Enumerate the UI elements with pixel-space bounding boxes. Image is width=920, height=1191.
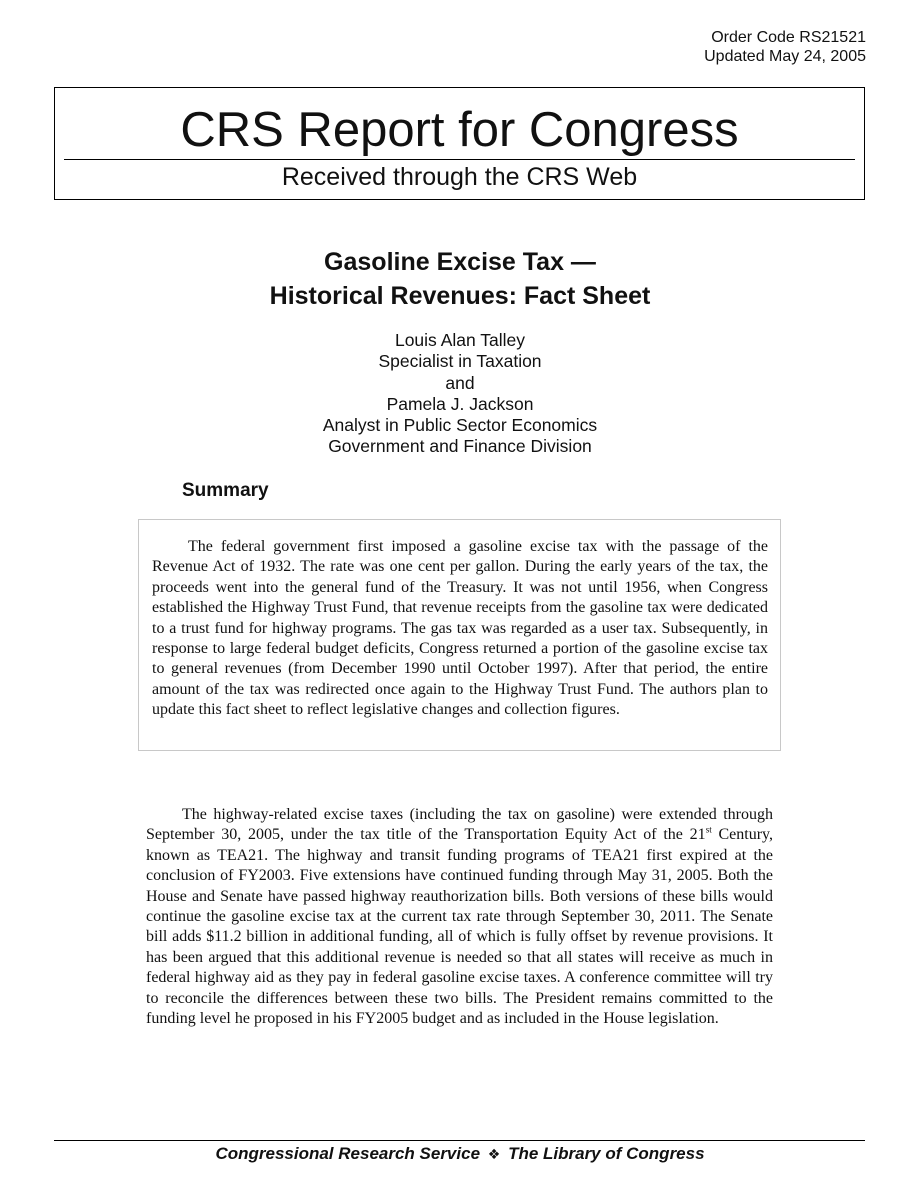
updated-date: Updated May 24, 2005 [704,48,866,65]
report-series-subtitle: Received through the CRS Web [281,163,638,191]
author-role: Specialist in Taxation [378,351,542,372]
author-role: Analyst in Public Sector Economics [322,415,598,436]
masthead-box [54,87,865,200]
division-name: Government and Finance Division [328,436,592,457]
author-name: Pamela J. Jackson [386,393,534,414]
footer-library: The Library of Congress [508,1144,705,1163]
order-code: Order Code RS21521 [711,29,866,46]
summary-heading: Summary [182,480,269,501]
ordinal-suffix: st [705,825,712,836]
footer-divider [54,1140,865,1141]
body-text-part-1: The highway-related excise taxes (including the tax on gasoline) were extended through September 30, 2005, under the tax title of the Transportation Equity Act of the 21 [146,806,773,844]
order-info [704,28,866,66]
document-title-line-2: Historical Revenues: Fact Sheet [269,282,651,310]
body-text-part-2: Century, known as TEA21. The highway and transit funding programs of TEA21 first expired at the conclusion of FY2003. Five extensions have continued funding through May 31, 2005. Both the House and Senate have passed highway reauthorization bills. Both versions of these bills would continue the gasoline excise tax at the current tax rate through September 30, 2011. The Senate bill adds $11.2 billion in additional funding, all of which is fully offset by revenue provisions. It has been argued that this additional revenue is needed so that all states will receive as much in federal highway aid as they pay in federal gasoline excise taxes. A conference committee will try to reconcile the differences between these two bills. The President remains committed to the funding level he proposed in his FY2005 budget and as included in the House legislation. [146,826,773,1028]
author-name: Louis Alan Talley [394,330,526,350]
report-series-title: CRS Report for Congress [180,103,739,157]
footer [0,1144,920,1164]
summary-paragraph: The federal government first imposed a gasoline excise tax with the passage of the Revenue Act of 1932. The rate was one cent per gallon. During the early years of the tax, the proceeds went into the general fund of the Treasury. It was not until 1956, when Congress established the Highway Trust Fund, that revenue receipts from the gasoline tax were dedicated to a trust fund for highway programs. The gas tax was regarded as a user tax. Subsequently, in response to large federal budget deficits, Congress returned a portion of the gasoline excise tax to general revenues (from December 1990 until October 1997). After that period, the entire amount of the tax was redirected once again to the Highway Trust Fund. The authors plan to update this fact sheet to reflect legislative changes and collection figures. [152,538,768,719]
document-title [0,245,920,313]
author-conjunction: and [445,372,475,393]
body-paragraph [146,805,773,1029]
diamond-bullet-icon: ❖ [487,1146,501,1162]
author-block [0,330,920,458]
masthead-divider [64,159,855,160]
footer-publisher: Congressional Research Service [215,1144,481,1163]
summary-box [138,519,781,751]
body-section [146,805,773,1029]
document-title-line-1: Gasoline Excise Tax — [324,248,596,276]
